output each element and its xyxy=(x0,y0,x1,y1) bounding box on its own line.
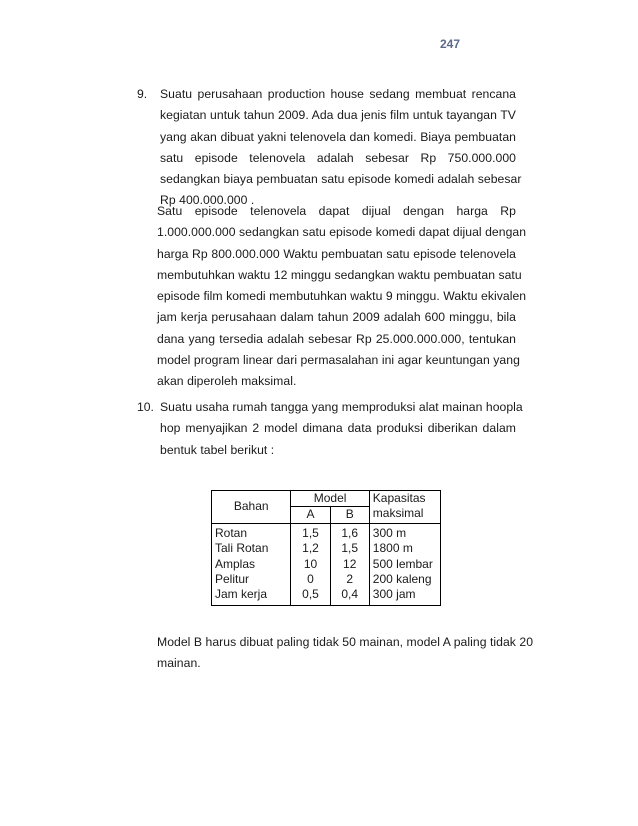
value-b-pelitur: 2 xyxy=(346,572,354,587)
bahan-pelitur: Pelitur xyxy=(215,572,250,587)
text-line: jam kerja perusahaan dalam tahun 2009 adalah 600 minggu, bila xyxy=(157,310,516,325)
value-a-jam-kerja: 0,5 xyxy=(302,587,319,602)
text-line: Model B harus dibuat paling tidak 50 mainan, model A paling tidak 20 xyxy=(157,635,534,649)
text-line: 1.000.000.000 sedangkan satu episode komedi dapat dijual dengan xyxy=(157,225,527,240)
bahan-jam-kerja: Jam kerja xyxy=(215,587,268,602)
production-table xyxy=(211,490,441,606)
value-b-jam-kerja: 0,4 xyxy=(341,587,359,602)
text-line: model program linear dari permasalahan ini agar keuntungan yang xyxy=(157,353,520,368)
kapasitas-amplas: 500 lembar xyxy=(372,556,433,571)
text-line: Rp 400.000.000 . xyxy=(160,193,255,208)
kapasitas-rotan: 300 m xyxy=(372,525,407,540)
text-line: hop menyajikan 2 model dimana data produksi diberikan dalam xyxy=(160,421,516,436)
cell-kapasitas xyxy=(369,523,440,605)
header-bahan: Bahan xyxy=(212,491,291,524)
text-line: mainan. xyxy=(157,656,201,671)
problem-9-text xyxy=(160,84,522,212)
header-kapasitas-line1: Kapasitas xyxy=(372,491,426,505)
text-line: dana yang tersedia adalah sebesar Rp 25.000.000.000, tentukan xyxy=(157,331,516,346)
value-a-pelitur: 0 xyxy=(307,572,314,587)
problem-9-number: 9. xyxy=(137,87,148,101)
problem-9-continuation xyxy=(157,201,527,393)
table-header-row xyxy=(212,491,441,507)
cell-model-b xyxy=(330,523,369,605)
text-line: Suatu usaha rumah tangga yang memproduksi alat mainan hoopla xyxy=(160,400,523,414)
value-a-amplas: 10 xyxy=(303,556,318,571)
header-model-b: B xyxy=(330,507,369,523)
value-a-tali-rotan: 1,2 xyxy=(302,541,319,556)
text-line: satu episode telenovela adalah sebesar Rp 750.000.000 xyxy=(160,150,516,165)
kapasitas-tali-rotan: 1800 m xyxy=(372,541,413,556)
header-model-a: A xyxy=(291,507,330,523)
text-line: kegiatan untuk tahun 2009. Ada dua jenis film untuk tayangan TV xyxy=(160,108,516,123)
problem-10-number: 10. xyxy=(137,400,154,414)
value-b-tali-rotan: 1,5 xyxy=(341,541,359,556)
kapasitas-pelitur: 200 kaleng xyxy=(372,572,432,587)
problem-10-note xyxy=(157,632,534,675)
table-row xyxy=(212,523,441,605)
problem-10-text xyxy=(160,397,523,461)
header-kapasitas xyxy=(369,491,440,524)
text-line: bentuk tabel berikut : xyxy=(160,442,275,457)
bahan-tali-rotan: Tali Rotan xyxy=(215,541,269,556)
text-line: membutuhkan waktu 12 minggu sedangkan waktu pembuatan satu xyxy=(157,267,522,282)
header-model: Model xyxy=(291,491,369,507)
text-line: Suatu perusahaan production house sedang membuat rencana xyxy=(160,87,516,101)
value-b-rotan: 1,6 xyxy=(341,525,359,540)
value-b-amplas: 12 xyxy=(343,556,357,571)
text-line: episode film komedi membutuhkan waktu 9 minggu. Waktu ekivalen xyxy=(157,289,527,304)
value-a-rotan: 1,5 xyxy=(302,525,319,540)
bahan-rotan: Rotan xyxy=(215,525,248,540)
text-line: yang akan dibuat yakni telenovela dan komedi. Biaya pembuatan xyxy=(160,129,516,144)
page-number: 247 xyxy=(440,37,461,51)
bahan-amplas: Amplas xyxy=(215,556,256,571)
cell-model-a xyxy=(291,523,330,605)
text-line: sedangkan biaya pembuatan satu episode komedi adalah sebesar xyxy=(160,172,522,187)
header-kapasitas-line2: maksimal xyxy=(372,506,424,521)
text-line: Satu episode telenovela dapat dijual dengan harga Rp xyxy=(157,204,516,218)
cell-bahan xyxy=(212,523,291,605)
kapasitas-jam-kerja: 300 jam xyxy=(372,587,416,602)
text-line: akan diperoleh maksimal. xyxy=(157,374,297,389)
text-line: harga Rp 800.000.000 Waktu pembuatan satu episode telenovela xyxy=(157,246,516,261)
